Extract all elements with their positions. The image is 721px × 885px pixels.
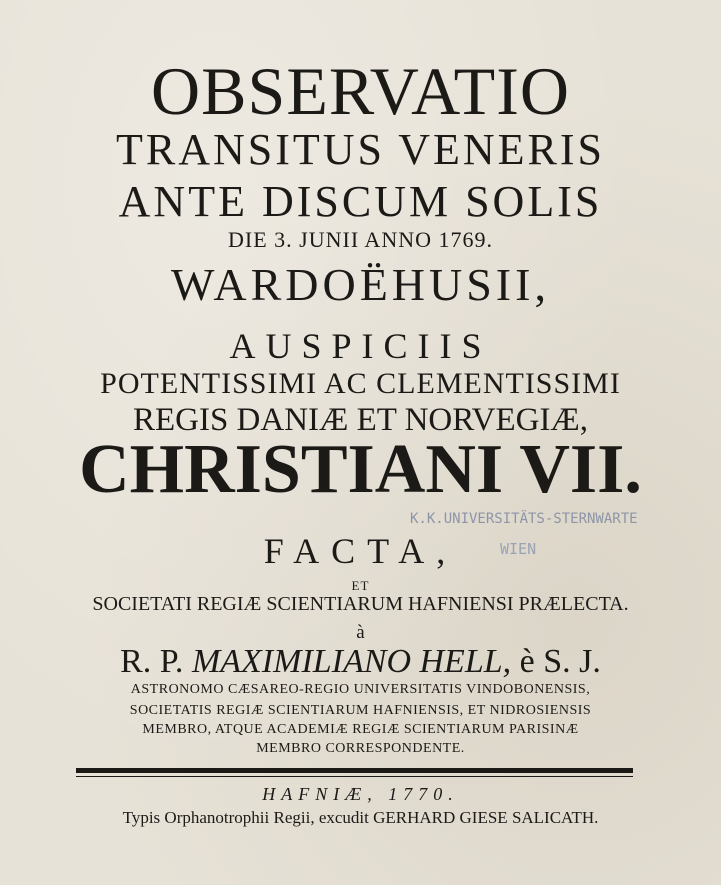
double-rule-thin [76,776,633,777]
imprint-place: HAFNIÆ, 1770. [262,784,459,804]
affiliation-line: SOCIETATIS REGIÆ SCIENTIARUM HAFNIENSIS, ET NIDROSIENSIS [129,703,592,718]
title-date: DIE 3. JUNII ANNO 1769. [228,227,493,252]
affiliation-line: MEMBRO CORRESPONDENTE. [256,741,465,756]
author-name: MAXIMILIANO HELL, [191,643,512,680]
et-connector: ET [351,578,370,593]
title-place: WARDOËHUSII, [171,259,550,310]
title-ante-discum-solis: ANTE DISCUM SOLIS [118,177,603,226]
imprint-printer: Typis Orphanotrophii Regii, excudit GERHARD GIESE SALICATH. [122,808,599,827]
auspiciis-heading: AUSPICIIS [229,326,492,366]
auspices-potentissimi: POTENTISSIMI AC CLEMENTISSIMI [100,367,621,400]
auspices-regis: REGIS DANIÆ ET NORVEGIÆ, [132,402,589,438]
facta-heading: FACTA, [263,531,458,571]
affiliation-line: ASTRONOMO CÆSAREO-REGIO UNIVERSITATIS VINDOBONENSIS, [130,682,591,697]
double-rule-thick [76,768,633,773]
title-transitus-veneris: TRANSITUS VENERIS [115,125,605,174]
king-name: CHRISTIANI VII. [79,431,642,508]
affiliation-line: MEMBRO, ATQUE ACADEMIÆ REGIÆ SCIENTIARUM PARISINÆ [142,722,579,737]
library-stamp-line1: K.K.UNIVERSITÄTS-STERNWARTE [410,511,638,527]
author-suffix: è S. J. [519,643,601,680]
societati-line: SOCIETATI REGIÆ SCIENTIARUM HAFNIENSI PRÆLECTA. [92,593,629,615]
title-observatio: OBSERVATIO [151,53,570,129]
a-connector: à [356,622,365,643]
author-prefix: R. P. [120,643,184,680]
library-stamp-line2: WIEN [500,540,537,558]
author-line [0,643,721,681]
